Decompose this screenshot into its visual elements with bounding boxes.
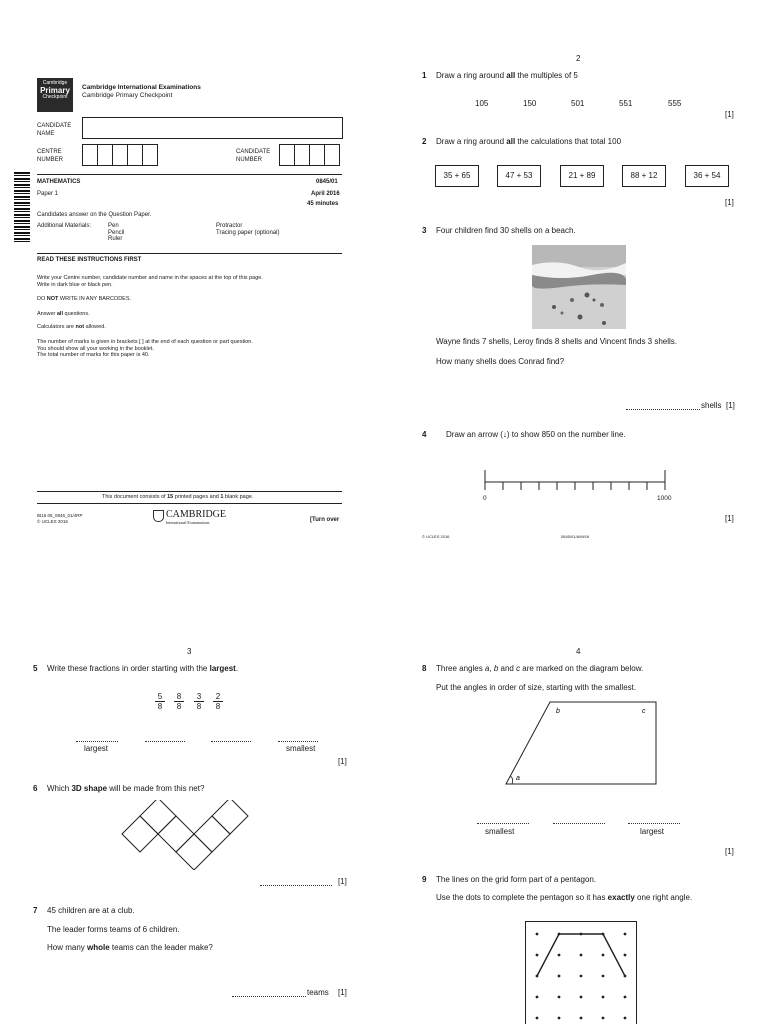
candidate-number-box[interactable] <box>324 144 340 166</box>
answer-line[interactable] <box>145 733 185 742</box>
centre-number-box[interactable] <box>97 144 113 166</box>
text-bold: exactly <box>607 893 635 902</box>
question-text: Four children find 30 shells on a beach. <box>436 226 576 235</box>
numerator: 3 <box>194 692 204 702</box>
subject: MATHEMATICS <box>37 179 81 185</box>
text-bold: not <box>75 324 85 330</box>
footer-copyright: © UCLES 2016 <box>422 534 450 539</box>
question-number: 6 <box>33 784 38 793</box>
programme-name: Cambridge Primary Checkpoint <box>82 92 173 99</box>
angle-b-label: b <box>493 664 499 673</box>
text: blank page. <box>223 494 254 500</box>
number-option[interactable]: 551 <box>619 99 633 108</box>
do-not-write-instruction <box>37 296 131 302</box>
mark-allocation: [1] <box>725 110 734 119</box>
materials-label: Additional Materials: <box>37 223 92 229</box>
number-option[interactable]: 555 <box>668 99 682 108</box>
answer-line[interactable] <box>278 733 318 742</box>
answer-line[interactable] <box>260 877 332 886</box>
text-bold: 1 <box>220 494 224 500</box>
question-number: 3 <box>422 226 427 235</box>
answer-line[interactable] <box>232 988 306 997</box>
cambridge-wordmark-sub: International Examinations <box>166 520 210 525</box>
question-text <box>47 664 238 673</box>
candidate-name-field[interactable] <box>82 117 343 139</box>
calculation-box[interactable]: 36 + 54 <box>685 165 729 187</box>
question-text: Wayne finds 7 shells, Leroy finds 8 shells and Vincent finds 3 shells. <box>436 337 678 346</box>
answer-line[interactable] <box>553 815 605 824</box>
candidate-number-box[interactable] <box>294 144 310 166</box>
angle-a-marker: a <box>516 775 520 782</box>
fraction <box>213 692 223 711</box>
denominator: 8 <box>196 702 202 711</box>
beach-shells-photo <box>532 245 626 329</box>
instructions-heading: READ THESE INSTRUCTIONS FIRST <box>37 257 142 263</box>
label-line: NAME <box>37 131 55 137</box>
text: How many <box>47 943 88 952</box>
label-line: NUMBER <box>37 157 64 163</box>
answer-instruction: Candidates answer on the Question Paper. <box>37 212 152 218</box>
material-item: Protractor <box>216 223 243 229</box>
mark-allocation: [1] <box>338 877 347 886</box>
turn-over: [Turn over <box>310 517 340 523</box>
question-text: The leader forms teams of 6 children. <box>47 925 180 934</box>
answer-line[interactable] <box>626 401 700 410</box>
divider <box>37 174 342 175</box>
text: Three angles <box>436 664 485 673</box>
angle-c-marker: c <box>642 708 646 715</box>
logo-line-3: Checkpoint <box>42 94 68 101</box>
question-text <box>436 71 578 80</box>
paper-code: 0845/01 <box>316 179 338 185</box>
centre-number-box[interactable] <box>142 144 158 166</box>
question-number: 9 <box>422 875 427 884</box>
question-text: Put the angles in order of size, starting with the smallest. <box>436 683 637 692</box>
logo-line-2: Primary <box>40 85 70 95</box>
text: printed pages and <box>173 494 221 500</box>
text: teams can the leader make? <box>109 943 213 952</box>
text: . <box>235 664 239 673</box>
text: Which <box>47 784 72 793</box>
text: one right angle. <box>634 893 693 902</box>
text-bold: all <box>506 71 516 80</box>
label-line: CANDIDATE <box>236 149 271 155</box>
text: Calculators are <box>37 324 76 330</box>
number-option[interactable]: 150 <box>523 99 537 108</box>
text: the calculations that total 100 <box>515 137 622 146</box>
question-number: 2 <box>422 137 427 146</box>
centre-number-box[interactable] <box>112 144 128 166</box>
text-bold: NOT <box>46 296 59 302</box>
label-smallest: smallest <box>286 744 316 753</box>
mark-allocation: [1] <box>725 514 734 523</box>
cambridge-crest-icon <box>153 510 164 522</box>
text-bold: 3D shape <box>71 784 108 793</box>
text: This document consists of <box>102 494 168 500</box>
number-line[interactable] <box>480 466 670 496</box>
footer-code: IB16 05_0845_01/4RP <box>37 513 83 518</box>
calculator-instruction <box>37 324 106 330</box>
question-text <box>436 664 643 673</box>
number-option[interactable]: 501 <box>571 99 585 108</box>
question-text: The lines on the grid form part of a pentagon. <box>436 875 597 884</box>
calculation-box[interactable]: 88 + 12 <box>622 165 666 187</box>
barcode <box>14 172 30 242</box>
fraction <box>174 692 184 711</box>
text-bold: whole <box>87 943 110 952</box>
answer-line[interactable] <box>211 733 251 742</box>
answer-line[interactable] <box>477 815 529 824</box>
fraction <box>194 692 204 711</box>
number-line-start: 0 <box>483 495 487 502</box>
material-item: Ruler <box>108 236 123 242</box>
info-line: You should show all your working in the booklet. <box>37 345 154 352</box>
denominator: 8 <box>215 702 221 711</box>
angle-c-label: c <box>516 664 521 673</box>
answer-unit: teams <box>307 988 329 997</box>
text: Draw a ring around <box>436 137 507 146</box>
text: Write these fractions in order starting with the <box>47 664 210 673</box>
question-number: 1 <box>422 71 427 80</box>
cambridge-primary-logo <box>37 78 73 112</box>
page-number: 4 <box>576 647 581 656</box>
angle-a-label: a <box>484 664 490 673</box>
material-item: Tracing paper (optional) <box>216 229 280 236</box>
fraction <box>155 692 165 711</box>
calculation-box[interactable]: 21 + 89 <box>560 165 604 187</box>
text: will be made from this net? <box>107 784 205 793</box>
numerator: 8 <box>174 692 184 702</box>
text: and <box>498 664 517 673</box>
material-item: Pencil <box>108 229 125 236</box>
mark-allocation: [1] <box>725 847 734 856</box>
trapezium-diagram <box>500 698 660 788</box>
angle-b-marker: b <box>556 708 560 715</box>
text: the multiples of 5 <box>515 71 578 80</box>
page-number: 2 <box>576 54 581 63</box>
question-number: 4 <box>422 430 427 439</box>
text: Answer <box>37 311 57 317</box>
candidate-name-label <box>37 122 71 138</box>
divider <box>37 253 342 254</box>
footer-copyright: © UCLES 2016 <box>37 519 68 524</box>
materials-list-1 <box>108 223 124 243</box>
shape-net-diagram <box>120 800 260 870</box>
text: , <box>489 664 494 673</box>
question-number: 8 <box>422 664 427 673</box>
answer-line[interactable] <box>628 815 680 824</box>
page-count <box>102 494 253 500</box>
text: DO <box>37 296 47 302</box>
question-text <box>436 893 692 902</box>
question-text: Draw an arrow (↓) to show 850 on the number line. <box>446 430 626 439</box>
numerator: 2 <box>213 692 223 702</box>
question-text <box>436 137 621 146</box>
text: WRITE IN ANY BARCODES. <box>58 296 132 302</box>
label-largest: largest <box>84 744 109 753</box>
paper-number: Paper 1 <box>37 191 59 197</box>
text: questions. <box>63 311 90 317</box>
mark-allocation: [1] <box>725 198 734 207</box>
centre-number-box[interactable] <box>82 144 98 166</box>
question-number: 5 <box>33 664 38 673</box>
text: allowed. <box>84 324 106 330</box>
text: are marked on the diagram below. <box>520 664 644 673</box>
page-number: 3 <box>187 647 192 656</box>
candidate-number-box[interactable] <box>309 144 325 166</box>
materials-list-2 <box>216 223 279 236</box>
number-line-end: 1000 <box>657 495 672 502</box>
text-bold: largest <box>209 664 236 673</box>
text: Use the dots to complete the pentagon so it has <box>436 893 608 902</box>
info-line: The total number of marks for this paper is 40. <box>37 352 150 358</box>
dot-grid[interactable] <box>525 921 637 1024</box>
mark-allocation: [1] <box>338 988 347 997</box>
answer-all-instruction <box>37 311 90 317</box>
exam-duration: 45 minutes <box>307 201 339 207</box>
candidate-number-box[interactable] <box>279 144 295 166</box>
mark-allocation: [1] <box>338 757 347 766</box>
footer-code: 0845/01/A/M/16 <box>561 534 590 539</box>
text-bold: 15 <box>167 494 174 500</box>
label-line: NUMBER <box>236 157 263 163</box>
divider <box>37 503 342 504</box>
mark-allocation: [1] <box>726 401 735 410</box>
number-option[interactable]: 105 <box>475 99 489 108</box>
candidate-number-label <box>236 148 270 164</box>
centre-number-label <box>37 148 63 164</box>
question-text: How many shells does Conrad find? <box>436 357 565 366</box>
centre-number-box[interactable] <box>127 144 143 166</box>
material-item: Pen <box>108 223 119 229</box>
logo-line-1: Cambridge <box>42 80 68 86</box>
text-bold: all <box>506 137 516 146</box>
denominator: 8 <box>176 702 182 711</box>
denominator: 8 <box>157 702 163 711</box>
cambridge-wordmark: CAMBRIDGE <box>166 509 227 520</box>
label-line: CANDIDATE <box>37 123 72 129</box>
calculation-box[interactable]: 47 + 53 <box>497 165 541 187</box>
instructions-block <box>37 275 263 289</box>
text-bold: all <box>56 311 63 317</box>
info-line: The number of marks is given in brackets [ ] at the end of each question or part question. <box>37 339 253 345</box>
label-line: CENTRE <box>37 149 62 155</box>
question-text: 45 children are at a club. <box>47 906 135 915</box>
calculation-box[interactable]: 35 + 65 <box>435 165 479 187</box>
exam-date: April 2016 <box>311 191 340 197</box>
label-largest: largest <box>640 827 665 836</box>
instruction-line: Write your Centre number, candidate number and name in the spaces at the top of this page. <box>37 275 263 281</box>
answer-unit: shells <box>701 401 722 410</box>
question-text <box>47 943 213 952</box>
instruction-line: Write in dark blue or black pen. <box>37 282 113 288</box>
org-name: Cambridge International Examinations <box>82 84 201 91</box>
text: Draw a ring around <box>436 71 507 80</box>
numerator: 5 <box>155 692 165 702</box>
question-text <box>47 784 204 793</box>
label-smallest: smallest <box>485 827 515 836</box>
answer-line[interactable] <box>76 733 118 742</box>
question-number: 7 <box>33 906 38 915</box>
marks-info <box>37 339 253 359</box>
divider <box>37 491 342 492</box>
